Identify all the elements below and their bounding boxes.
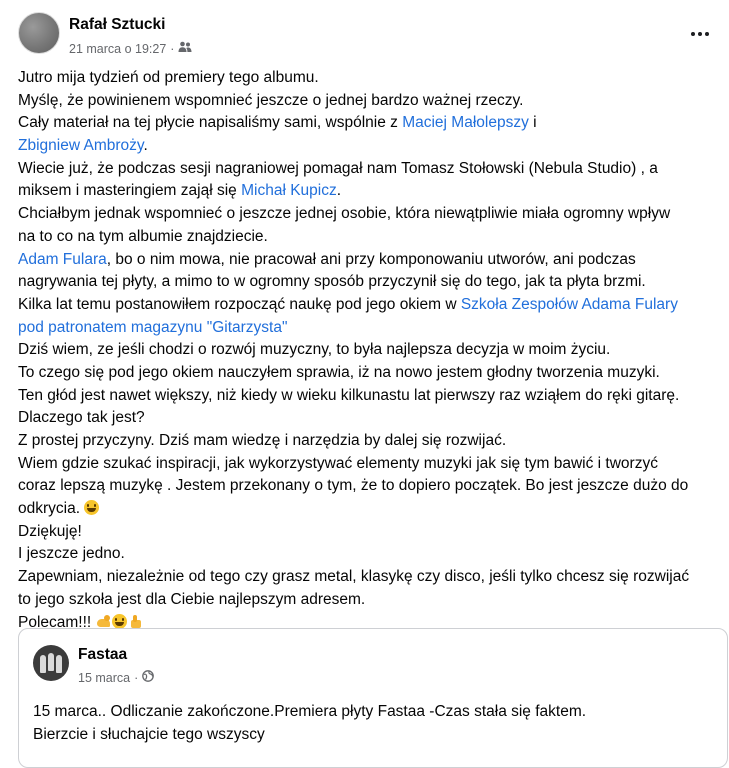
- shared-post-text: [33, 701, 586, 746]
- post-text-line: [18, 135, 713, 158]
- shared-author-name[interactable]: Fastaa: [78, 646, 128, 663]
- post-text-line: [18, 475, 713, 498]
- text-segment: Zapewniam, niezależnie od tego czy grasz metal, klasykę czy disco, jeśli tylko chcesz się rozwijać: [18, 568, 690, 586]
- shared-post-date[interactable]: 15 marca: [78, 670, 131, 685]
- shared-post-meta: [78, 670, 154, 685]
- mention-link[interactable]: Szkoła Zespołów Adama Fulary: [460, 295, 678, 313]
- post-meta: [69, 41, 192, 56]
- post-text-line: [18, 67, 713, 90]
- text-segment: miksem i masteringiem zajął się: [18, 182, 242, 200]
- text-segment: Wiecie już, że podczas sesji nagraniowej pomagał nam Tomasz Stołowski (Nebula Studio) , a: [18, 159, 658, 177]
- text-segment: Kilka lat temu postanowiłem rozpocząć naukę pod jego okiem w: [18, 295, 461, 313]
- text-segment: I jeszcze jedno.: [18, 545, 125, 563]
- post-text-line: [18, 362, 713, 385]
- post-text-line: [18, 543, 713, 566]
- meta-separator: ·: [134, 670, 139, 685]
- text-segment: Myślę, że powinienem wspomnieć jeszcze o jednej bardzo ważnej rzeczy.: [18, 91, 524, 109]
- thumb-emoji-icon: [127, 614, 142, 629]
- shared-text-line: Bierzcie i słuchajcie tego wszyscy: [33, 725, 265, 743]
- text-segment: Dziękuję!: [18, 522, 82, 540]
- text-segment: Jutro mija tydzień od premiery tego albumu.: [18, 69, 319, 86]
- post-text-line: [18, 589, 713, 612]
- post-text-line: [18, 407, 713, 430]
- author-name[interactable]: Rafał Sztucki: [69, 16, 166, 33]
- text-segment: i: [528, 114, 537, 132]
- smile-emoji-icon: [84, 500, 99, 515]
- text-segment: Dlaczego tak jest?: [18, 409, 145, 427]
- shared-post[interactable]: [18, 628, 728, 768]
- post-text-line: [18, 566, 713, 589]
- post-text-line: [18, 271, 713, 294]
- mention-link[interactable]: Michał Kupicz: [241, 182, 337, 200]
- text-segment: nagrywania tej płyty, a mimo to w ogromny sposób przyczynił się do tego, jak ta płyta brzmi.: [18, 273, 646, 291]
- globe-icon: [142, 670, 154, 685]
- post-text-line: [18, 203, 713, 226]
- text-segment: Wiem gdzie szukać inspiracji, jak wykorzystywać elementy muzyki jak się tym bawić i tworzyć: [18, 454, 658, 472]
- text-segment: .: [336, 182, 342, 200]
- text-segment: na to co na tym albumie znajdziecie.: [18, 227, 268, 245]
- text-segment: To czego się pod jego okiem nauczyłem sprawia, iż na nowo jestem głodny tworzenia muzyki.: [18, 363, 660, 381]
- muscle-emoji-icon: [96, 614, 112, 629]
- shared-author-avatar[interactable]: [33, 645, 69, 681]
- text-segment: Cały materiał na tej płycie napisaliśmy sami, wspólnie z: [18, 114, 403, 132]
- post-text-line: [18, 317, 713, 340]
- mention-link[interactable]: Maciej Małolepszy: [402, 114, 529, 132]
- post-text-line: [18, 498, 713, 521]
- text-segment: Ten głód jest nawet większy, niż kiedy w wieku kilkunastu lat pierwszy raz wziąłem do ręki gitarę.: [18, 386, 680, 404]
- friends-icon[interactable]: [178, 41, 192, 56]
- mention-link[interactable]: Zbigniew Ambroży: [18, 137, 144, 155]
- post-text-line: [18, 294, 713, 317]
- text-segment: .: [143, 137, 148, 155]
- post-text-line: [18, 521, 713, 544]
- more-options-icon[interactable]: [682, 22, 718, 46]
- post-text-line: [18, 180, 713, 203]
- post-text: [18, 67, 713, 634]
- smile-emoji-icon: [112, 614, 127, 629]
- post-text-line: [18, 158, 713, 181]
- mention-link[interactable]: pod patronatem magazynu "Gitarzysta": [18, 318, 288, 336]
- post-text-line: [18, 90, 713, 113]
- text-segment: coraz lepszą muzykę . Jestem przekonany o tym, że to dopiero początek. Bo jest jeszcze dużo do: [18, 477, 689, 495]
- post-text-line: [18, 339, 713, 362]
- post-text-line: [18, 112, 713, 135]
- post-text-line: [18, 453, 713, 476]
- text-segment: Chciałbym jednak wspomnieć o jeszcze jednej osobie, która niewątpliwie miała ogromny wpływ: [18, 205, 671, 223]
- text-segment: Polecam!!!: [18, 613, 96, 631]
- post-text-line: [18, 385, 713, 408]
- shared-text-line: 15 marca.. Odliczanie zakończone.Premiera płyty Fastaa -Czas stała się faktem.: [33, 703, 587, 720]
- post-text-line: [18, 249, 713, 272]
- post-text-line: [18, 226, 713, 249]
- text-segment: , bo o nim mowa, nie pracował ani przy komponowaniu utworów, ani podczas: [106, 250, 636, 268]
- meta-separator: ·: [170, 41, 175, 56]
- mention-link[interactable]: Adam Fulara: [18, 250, 107, 268]
- text-segment: Dziś wiem, ze jeśli chodzi o rozwój muzyczny, to była najlepsza decyzja w moim życiu.: [18, 341, 611, 359]
- text-segment: odkrycia.: [18, 500, 85, 518]
- text-segment: Z prostej przyczyny. Dziś mam wiedzę i narzędzia by dalej się rozwijać.: [18, 432, 507, 449]
- post-text-line: [18, 430, 713, 453]
- post-header: [18, 12, 718, 58]
- text-segment: to jego szkoła jest dla Ciebie najlepszym adresem.: [18, 590, 366, 608]
- post-date[interactable]: 21 marca o 19:27: [69, 41, 167, 56]
- author-avatar[interactable]: [18, 12, 60, 54]
